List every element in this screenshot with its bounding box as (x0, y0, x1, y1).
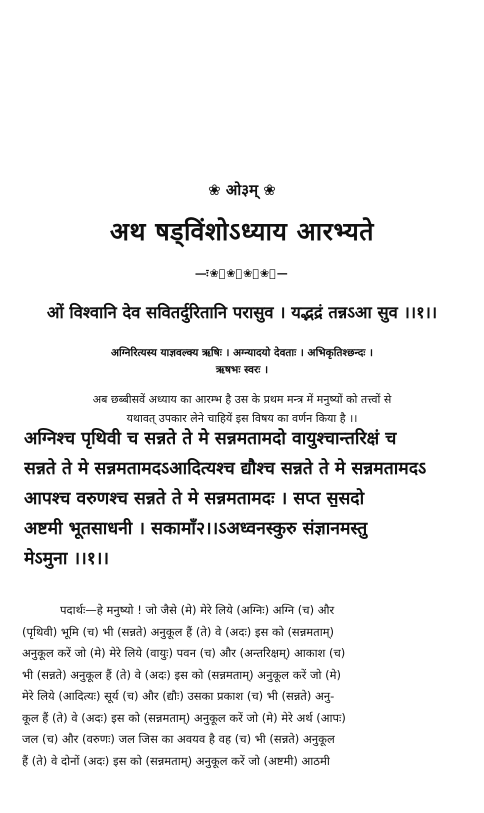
mantra-line: आपश्च वरुणश्च सन्नते ते मे सन्नमतामदः । सप्त स॒सदो (24, 489, 365, 509)
rishi-devata-line: अग्निरित्यस्य याज्ञवल्क्य ऋषिः । अग्न्यादयो देवताः । अभिकृतिश्छन्दः । (110, 347, 374, 359)
mantra-line: अग्निश्च पृथिवी च सन्नते ते मे सन्नमतामदो वायुश्चान्तरिक्षं च (24, 429, 397, 449)
commentary-line: कूल हैं (ते) वे (अदः) इस को (सन्नमताम्) अनुकूल करें जो (मे) मेरे अर्थ (आपः) (22, 710, 346, 725)
intro-line: यथावत् उपकार लेने चाहियें इस विषय का वर्णन किया है ।। (126, 412, 358, 425)
commentary-line: (पृथिवी) भूमि (च) भी (सन्नते) अनुकूल हैं (ते) वे (अदः) इस को (सन्नमताम्) (22, 624, 335, 639)
commentary-line: पदार्थः—हे मनुष्यो ! जो जैसे (मे) मेरे लिये (अग्निः) अग्नि (च) और (60, 603, 335, 617)
commentary-line: अनुकूल करें जो (मे) मेरे लिये (वायुः) पवन (च) और (अन्तरिक्षम्) आकाश (च) (22, 646, 346, 660)
commentary-line: मेरे लिये (आदित्यः) सूर्य (च) और (द्यौः) उसका प्रकाश (च) भी (सन्नते) अनु- (22, 689, 335, 703)
ornamental-divider: —ः❀ः❀ः❀ः❀ः— (195, 267, 289, 280)
commentary-line: हैं (ते) वे दोनों (अदः) इस को (सन्नमताम्) अनुकूल करें जो (अष्टमी) आठमी (22, 753, 330, 768)
svara-line: ऋषभः स्वरः । (215, 364, 269, 376)
commentary-line: भी (सन्नते) अनुकूल हैं (ते) वे (अदः) इस को (सन्नमताम्) अनुकूल करें जो (मे) (22, 667, 341, 682)
padartha-commentary (22, 600, 462, 772)
chapter-introduction (30, 390, 454, 428)
mantra-line: सन्नते ते मे सन्नमतामदऽआदित्यश्च द्यौश्च सन्नते ते मे सन्नमतामदऽ (24, 459, 427, 479)
main-mantra (24, 424, 464, 574)
opening-mantra: ओं विश्वानि देव सवितर्दुरितानि परासुव । यद्भद्रं तन्नऽआ सुव ।।१।। (46, 303, 438, 322)
mantra-line: मेऽमुना ।।१।। (24, 549, 110, 569)
intro-line: अब छब्बीसवें अध्याय का आरम्भ है उस के प्रथम मन्त्र में मनुष्यों को तत्त्वों से (92, 393, 392, 406)
commentary-line: जल (च) और (वरुणः) जल जिस का अवयव है वह (च) भी (सन्नते) अनुकूल (22, 732, 335, 746)
chapter-title: अथ षड्विंशोऽध्याय आरभ्यते (109, 217, 375, 246)
om-heading: ❀ ओ३म् ❀ (208, 181, 276, 199)
mantra-line: अष्टमी भूतसाधनी । सकामाँ२।।ऽअध्वनस्कुरु संज्ञानमस्तु (24, 519, 368, 539)
